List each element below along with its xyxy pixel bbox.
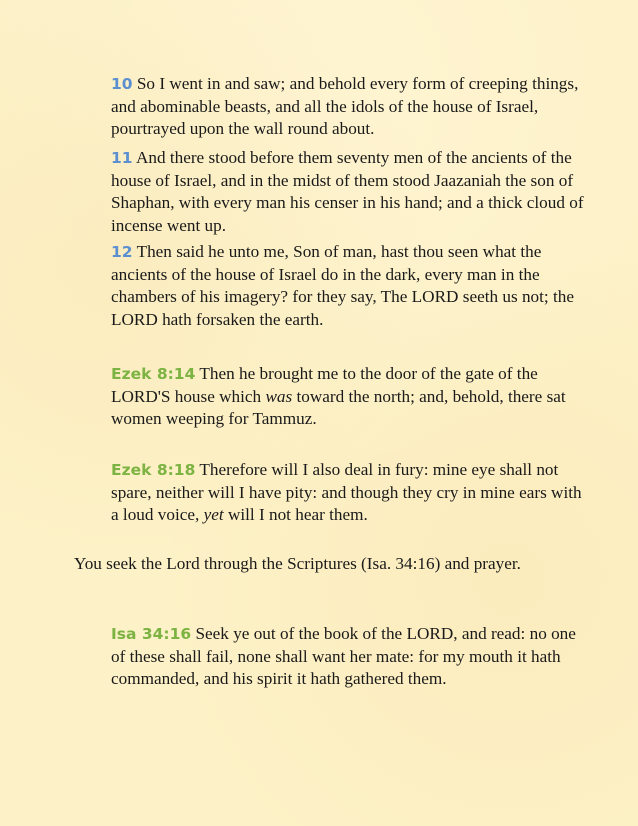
body-paragraph: You seek the Lord through the Scriptures (Isa. 34:16) and prayer. bbox=[74, 554, 521, 573]
scripture-reference: Ezek 8:14 bbox=[111, 365, 196, 383]
quote-text: Seek ye out of the book of the LORD, and read: no one of these shall fail, none shall want her mate: for my mouth it hath commanded, and his spirit it hath gathered them. bbox=[111, 624, 576, 688]
scripture-reference: Ezek 8:18 bbox=[111, 461, 196, 479]
verse-text: Then said he unto me, Son of man, hast thou seen what the ancients of the house of Israel do in the dark, every man in the chambers of his imagery? for they say, The LORD seeth us not; the LORD hath forsaken the earth. bbox=[111, 242, 574, 329]
verse-number: 12 bbox=[111, 243, 133, 261]
quote-text: Therefore will I also deal in fury: mine eye shall not spare, neither will I have pity: and though they cry in mine ears with a loud voice, bbox=[111, 460, 582, 524]
verse-number: 10 bbox=[111, 75, 133, 93]
ezek-8-18-quote bbox=[111, 459, 591, 527]
scripture-reference: Isa 34:16 bbox=[111, 625, 192, 643]
verse-12 bbox=[111, 241, 591, 331]
ezek-8-14-quote bbox=[111, 363, 591, 431]
quote-text: Then he brought me to the door of the gate of the LORD'S house which bbox=[111, 364, 538, 406]
verse-text: And there stood before them seventy men of the ancients of the house of Israel, and in the midst of them stood Jaazaniah the son of Shaphan, with every man his censer in his hand; and a thick cloud of incense went up. bbox=[111, 148, 584, 235]
quote-text-end: will I not hear them. bbox=[227, 505, 368, 524]
quote-italic: was bbox=[265, 386, 293, 406]
quote-text-end: toward the north; and, behold, there sat women weeping for Tammuz. bbox=[111, 386, 566, 428]
quote-italic: yet bbox=[203, 505, 224, 524]
isa-34-16-quote bbox=[111, 623, 591, 691]
verse-number: 11 bbox=[111, 149, 133, 167]
verse-11 bbox=[111, 147, 591, 237]
verse-10 bbox=[111, 73, 591, 141]
verse-text: So I went in and saw; and behold every form of creeping things, and abominable beasts, and all the idols of the house of Israel, pourtrayed upon the wall round about. bbox=[111, 74, 579, 138]
